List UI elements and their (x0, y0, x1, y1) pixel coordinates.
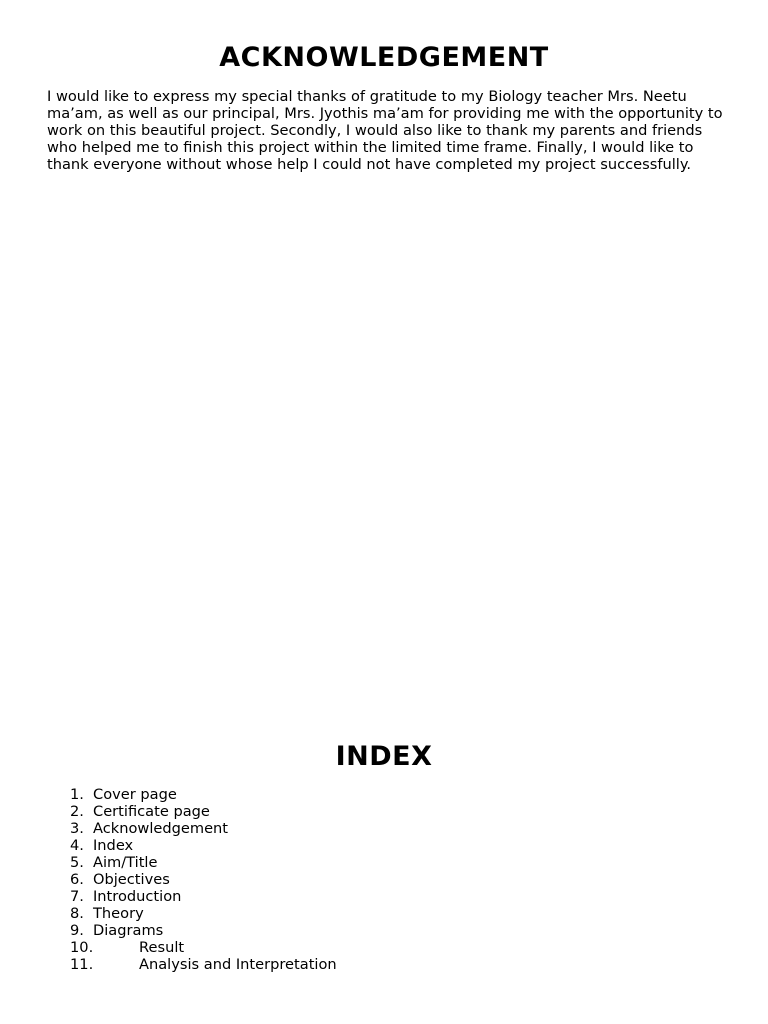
index-item (70, 888, 337, 905)
index-title: INDEX (335, 741, 433, 772)
index-item-number: 5. (70, 854, 84, 871)
index-item (70, 837, 337, 854)
index-item-number: 6. (70, 871, 84, 888)
index-item (70, 854, 337, 871)
index-item-number: 9. (70, 922, 84, 939)
index-item-label: Theory (93, 905, 144, 922)
index-item-label: Certificate page (93, 803, 210, 820)
index-item-number: 4. (70, 837, 84, 854)
index-list (70, 786, 337, 973)
index-item (70, 786, 337, 803)
index-item-label: Introduction (93, 888, 182, 905)
index-item-label: Objectives (93, 871, 170, 888)
index-item-label: Aim/Title (93, 854, 158, 871)
index-item-label: Acknowledgement (93, 820, 229, 837)
index-item (70, 922, 337, 939)
index-item (70, 871, 337, 888)
index-item-label: Cover page (93, 786, 177, 803)
index-item-label: Diagrams (93, 922, 164, 939)
index-item-label: Result (139, 939, 185, 956)
index-item (70, 939, 337, 956)
acknowledgement-paragraph: I would like to express my special thanks of gratitude to my Biology teacher Mrs. Neetu ma’am, as well as our principal, Mrs. Jyothis ma’am for providing me with the opportunity to work on this beautiful project. Secondly, I would also like to thank my parents and friends who helped me to finish this project within the limited time frame. Finally, I would like to thank everyone without whose help I could not have completed my project successfully. (47, 88, 723, 173)
index-item-label: Analysis and Interpretation (139, 956, 337, 973)
index-item-number: 11. (70, 956, 94, 973)
index-item-number: 7. (70, 888, 84, 905)
index-item-number: 2. (70, 803, 84, 820)
index-item (70, 905, 337, 922)
index-item (70, 956, 337, 973)
index-item (70, 803, 337, 820)
index-item-number: 1. (70, 786, 84, 803)
index-item-label: Index (93, 837, 134, 854)
index-item-number: 3. (70, 820, 84, 837)
index-item (70, 820, 337, 837)
index-item-number: 10. (70, 939, 94, 956)
index-item-number: 8. (70, 905, 84, 922)
acknowledgement-title: ACKNOWLEDGEMENT (219, 42, 549, 73)
